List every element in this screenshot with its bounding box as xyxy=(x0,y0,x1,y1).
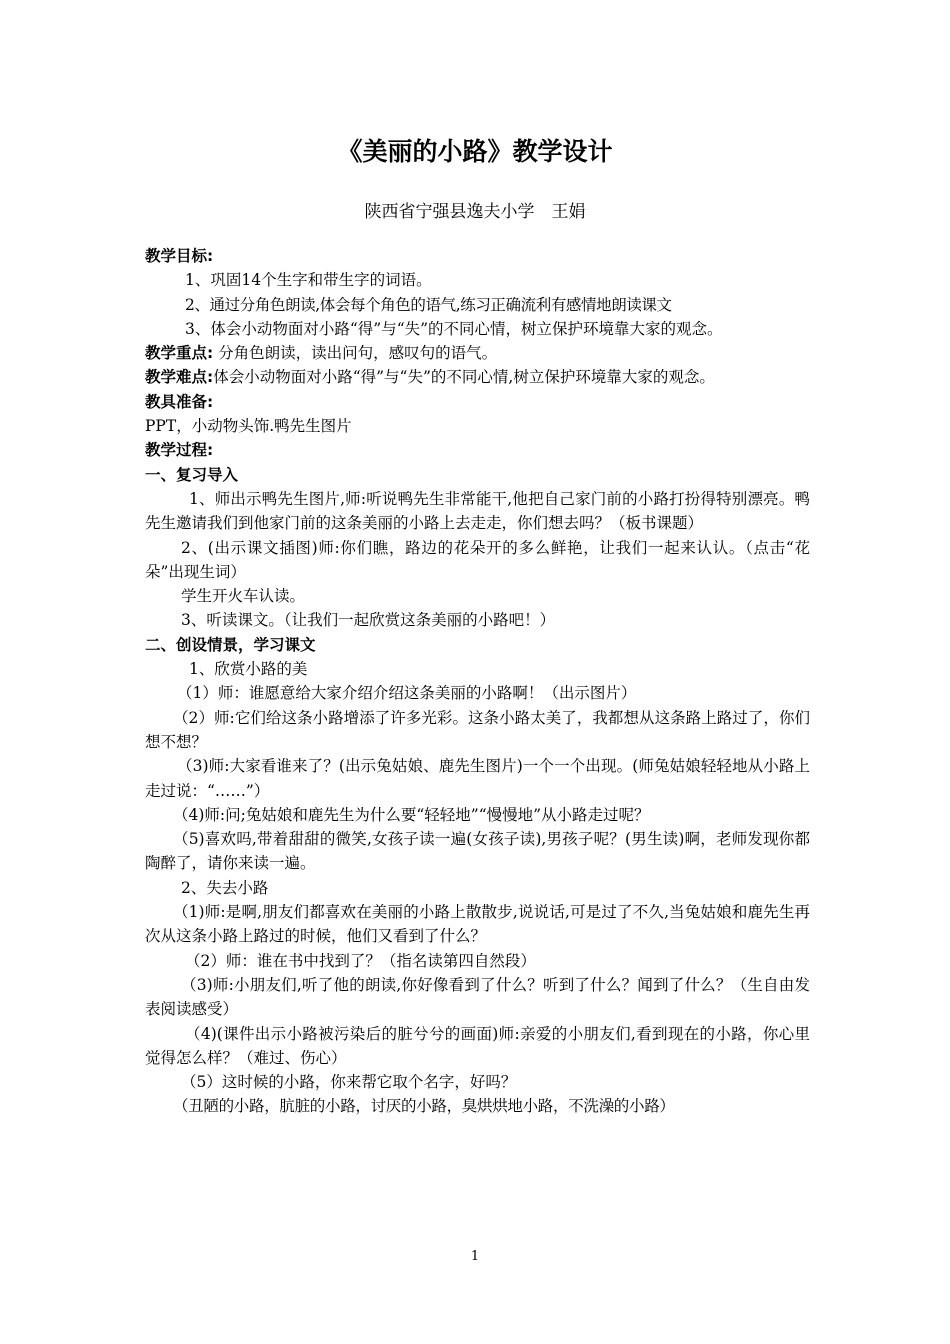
difficulty-paragraph xyxy=(145,365,810,389)
section2-b1: （1)师:是啊,朋友们都喜欢在美丽的小路上散散步,说说话,可是过了不久,当兔姑娘和鹿先生再次从这条小路上路过的时候，他们又看到了什么？ xyxy=(145,903,810,946)
key-point-text: 分角色朗读，读出问句，感叹句的语气。 xyxy=(218,344,498,363)
section2-a5: （5)喜欢吗,带着甜甜的微笑,女孩子读一遍(女孩子读),男孩子呢？(男生读)啊，老师发现你都陶醉了，请你来读一遍。 xyxy=(145,830,810,873)
difficulty-label: 教学难点: xyxy=(145,368,214,387)
section2-sub1: 1、欣赏小路的美 xyxy=(189,660,308,679)
author-line: 陕西省宁强县逸夫小学 王娟 xyxy=(364,202,586,222)
section1-paragraph-1: 1、师出示鸭先生图片,师:听说鸭先生非常能干,他把自己家门前的小路打扮得特别漂亮。鸭先生邀请我们到他家门前的这条美丽的小路上去走走，你们想去吗？（板书课题） xyxy=(145,489,810,533)
section2-b5: （5）这时候的小路，你来帮它取个名字，好吗？ xyxy=(181,1073,517,1092)
section1-paragraph-2: 2、(出示课文插图)师:你们瞧，路边的花朵开的多么鲜艳，让我们一起来认认。（点击“花朵”出现生词） xyxy=(145,538,810,581)
difficulty-text: 体会小动物面对小路“得”与“失”的不同心情,树立保护环境靠大家的观念。 xyxy=(213,368,715,387)
goal-item-3: 3、体会小动物面对小路“得”与“失”的不同心情，树立保护环境靠大家的观念。 xyxy=(185,319,723,338)
section1-paragraph-3: 学生开火车认读。 xyxy=(181,587,306,606)
materials-heading: 教具准备: xyxy=(145,392,214,411)
section2-b2: （2）师：谁在书中找到了？（指名读第四自然段） xyxy=(185,951,536,970)
process-heading: 教学过程: xyxy=(145,441,214,460)
goals-heading: 教学目标: xyxy=(145,247,214,265)
section2-a1: （1）师：谁愿意给大家介绍介绍这条美丽的小路啊！（出示图片） xyxy=(177,684,637,703)
key-point-paragraph xyxy=(145,341,810,365)
section2-sub2: 2、失去小路 xyxy=(181,878,269,897)
goal-item-2: 2、通过分角色朗读,体会每个角色的语气,练习正确流利有感情地朗读课文 xyxy=(185,295,672,314)
section1-heading: 一、复习导入 xyxy=(145,465,239,484)
section2-a4: （4)师:问;兔姑娘和鹿先生为什么要“轻轻地”“慢慢地”从小路走过呢？ xyxy=(173,805,650,824)
materials-text: PPT，小动物头饰.鸭先生图片 xyxy=(145,417,352,436)
section2-a2: （2）师:它们给这条小路增添了许多光彩。这条小路太美了，我都想从这条路上路过了，你们想不想？ xyxy=(145,708,810,751)
section1-paragraph-4: 3、听读课文。（让我们一起欣赏这条美丽的小路吧！） xyxy=(181,611,556,630)
section2-b6: （丑陋的小路，肮脏的小路，讨厌的小路，臭烘烘地小路，不洗澡的小路） xyxy=(173,1097,675,1116)
section2-heading: 二、创设情景，学习课文 xyxy=(145,635,316,654)
section2-b4: （4)(课件出示小路被污染后的脏兮兮的画面)师:亲爱的小朋友们,看到现在的小路，你心里觉得怎么样？（难过、伤心） xyxy=(145,1024,810,1067)
page-number: 1 xyxy=(470,1249,480,1264)
document-title: 《美丽的小路》教学设计 xyxy=(337,137,613,166)
section2-a3: （3)师:大家看谁来了？(出示兔姑娘、鹿先生图片)一个一个出现。(师兔姑娘轻轻地从小路上走过说：“……”） xyxy=(145,757,810,800)
section2-b3: （3)师:小朋友们,听了他的朗读,你好像看到了什么？听到了什么？闻到了什么？（生自由发表阅读感受） xyxy=(145,975,810,1019)
goal-item-1: 1、巩固14个生字和带生字的词语。 xyxy=(185,271,432,290)
key-point-label: 教学重点: xyxy=(145,344,214,363)
document-body xyxy=(145,244,810,1119)
